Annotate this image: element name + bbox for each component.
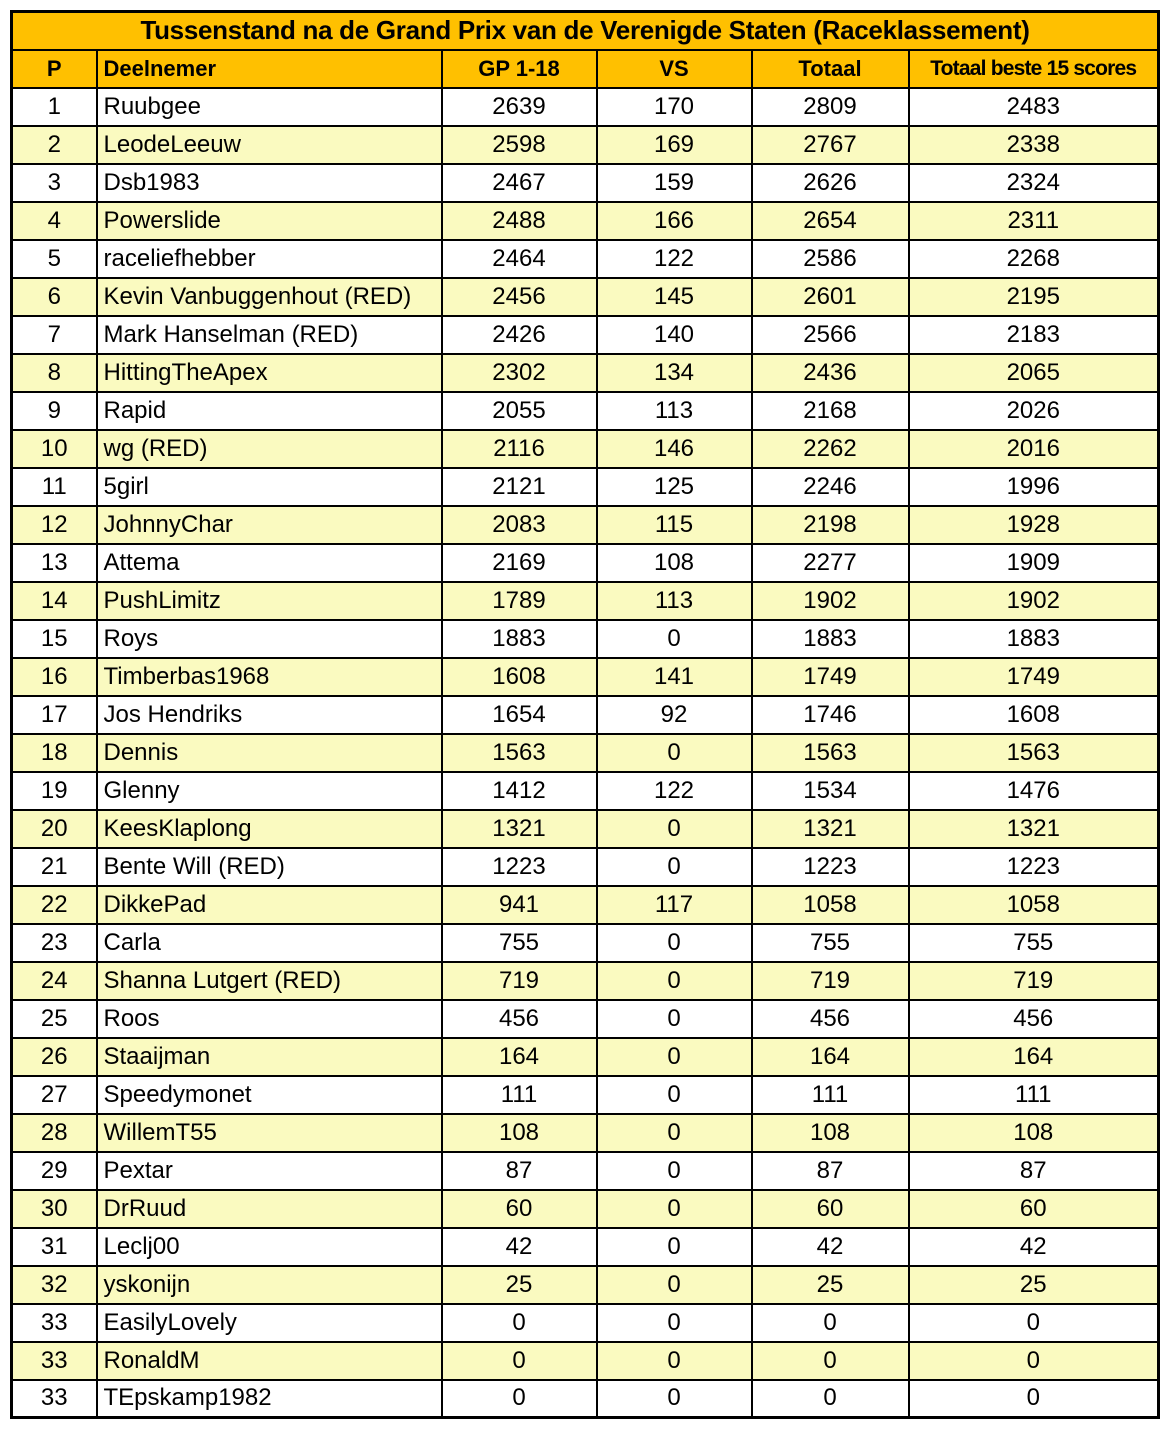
- cell-gp1-18: 2116: [442, 430, 597, 468]
- cell-position: 29: [12, 1152, 97, 1190]
- cell-vs: 0: [597, 1038, 752, 1076]
- cell-totaal: 2277: [752, 544, 909, 582]
- cell-gp1-18: 164: [442, 1038, 597, 1076]
- table-row: [12, 126, 1159, 164]
- table-row: [12, 1038, 1159, 1076]
- table-row: [12, 164, 1159, 202]
- cell-deelnemer: Dennis: [97, 734, 442, 772]
- cell-vs: 146: [597, 430, 752, 468]
- cell-totaal-beste-15: 1608: [909, 696, 1159, 734]
- cell-vs: 113: [597, 392, 752, 430]
- cell-totaal-beste-15: 1902: [909, 582, 1159, 620]
- cell-vs: 0: [597, 924, 752, 962]
- cell-deelnemer: Rapid: [97, 392, 442, 430]
- cell-totaal-beste-15: 0: [909, 1304, 1159, 1342]
- table-row: [12, 430, 1159, 468]
- cell-totaal-beste-15: 25: [909, 1266, 1159, 1304]
- cell-deelnemer: Timberbas1968: [97, 658, 442, 696]
- cell-position: 15: [12, 620, 97, 658]
- cell-totaal: 0: [752, 1304, 909, 1342]
- cell-totaal-beste-15: 42: [909, 1228, 1159, 1266]
- cell-position: 19: [12, 772, 97, 810]
- cell-totaal-beste-15: 456: [909, 1000, 1159, 1038]
- cell-totaal-beste-15: 164: [909, 1038, 1159, 1076]
- cell-totaal: 2198: [752, 506, 909, 544]
- cell-gp1-18: 1412: [442, 772, 597, 810]
- cell-position: 2: [12, 126, 97, 164]
- table-row: [12, 620, 1159, 658]
- cell-deelnemer: Dsb1983: [97, 164, 442, 202]
- cell-position: 21: [12, 848, 97, 886]
- cell-vs: 0: [597, 1190, 752, 1228]
- cell-deelnemer: Jos Hendriks: [97, 696, 442, 734]
- cell-deelnemer: raceliefhebber: [97, 240, 442, 278]
- cell-totaal: 42: [752, 1228, 909, 1266]
- cell-vs: 170: [597, 88, 752, 126]
- cell-totaal: 1749: [752, 658, 909, 696]
- cell-vs: 0: [597, 810, 752, 848]
- table-row: [12, 278, 1159, 316]
- cell-deelnemer: KeesKlaplong: [97, 810, 442, 848]
- cell-gp1-18: 2302: [442, 354, 597, 392]
- cell-gp1-18: 111: [442, 1076, 597, 1114]
- table-row: [12, 1266, 1159, 1304]
- cell-totaal-beste-15: 1749: [909, 658, 1159, 696]
- cell-vs: 113: [597, 582, 752, 620]
- cell-gp1-18: 941: [442, 886, 597, 924]
- cell-gp1-18: 2169: [442, 544, 597, 582]
- cell-totaal-beste-15: 111: [909, 1076, 1159, 1114]
- column-header-deelnemer: Deelnemer: [97, 50, 442, 88]
- cell-position: 8: [12, 354, 97, 392]
- cell-vs: 0: [597, 962, 752, 1000]
- cell-totaal: 755: [752, 924, 909, 962]
- cell-position: 1: [12, 88, 97, 126]
- cell-deelnemer: WillemT55: [97, 1114, 442, 1152]
- cell-position: 14: [12, 582, 97, 620]
- cell-totaal-beste-15: 1321: [909, 810, 1159, 848]
- cell-gp1-18: 1654: [442, 696, 597, 734]
- cell-position: 12: [12, 506, 97, 544]
- cell-totaal-beste-15: 1223: [909, 848, 1159, 886]
- cell-totaal: 0: [752, 1342, 909, 1380]
- cell-totaal-beste-15: 2324: [909, 164, 1159, 202]
- cell-deelnemer: Pextar: [97, 1152, 442, 1190]
- cell-vs: 141: [597, 658, 752, 696]
- column-header-totaal: Totaal: [752, 50, 909, 88]
- cell-deelnemer: RonaldM: [97, 1342, 442, 1380]
- cell-totaal: 108: [752, 1114, 909, 1152]
- cell-vs: 0: [597, 848, 752, 886]
- standings-table: [10, 10, 1160, 1419]
- cell-totaal: 1058: [752, 886, 909, 924]
- cell-totaal: 2626: [752, 164, 909, 202]
- cell-vs: 0: [597, 620, 752, 658]
- cell-position: 17: [12, 696, 97, 734]
- table-row: [12, 848, 1159, 886]
- cell-position: 7: [12, 316, 97, 354]
- cell-position: 20: [12, 810, 97, 848]
- cell-position: 5: [12, 240, 97, 278]
- cell-position: 23: [12, 924, 97, 962]
- cell-position: 16: [12, 658, 97, 696]
- cell-totaal: 456: [752, 1000, 909, 1038]
- cell-vs: 0: [597, 1342, 752, 1380]
- table-row: [12, 658, 1159, 696]
- cell-position: 22: [12, 886, 97, 924]
- column-header-vs: VS: [597, 50, 752, 88]
- cell-gp1-18: 2426: [442, 316, 597, 354]
- cell-deelnemer: DikkePad: [97, 886, 442, 924]
- cell-totaal-beste-15: 2065: [909, 354, 1159, 392]
- cell-position: 28: [12, 1114, 97, 1152]
- cell-vs: 140: [597, 316, 752, 354]
- cell-totaal-beste-15: 1563: [909, 734, 1159, 772]
- table-row: [12, 772, 1159, 810]
- table-row: [12, 696, 1159, 734]
- cell-totaal: 719: [752, 962, 909, 1000]
- table-row: [12, 1152, 1159, 1190]
- cell-totaal: 2601: [752, 278, 909, 316]
- cell-vs: 0: [597, 734, 752, 772]
- cell-vs: 92: [597, 696, 752, 734]
- cell-deelnemer: Powerslide: [97, 202, 442, 240]
- table-row: [12, 392, 1159, 430]
- table-row: [12, 1304, 1159, 1342]
- cell-totaal: 1563: [752, 734, 909, 772]
- cell-gp1-18: 1321: [442, 810, 597, 848]
- cell-totaal: 2809: [752, 88, 909, 126]
- cell-totaal: 1746: [752, 696, 909, 734]
- cell-deelnemer: Speedymonet: [97, 1076, 442, 1114]
- cell-totaal: 1902: [752, 582, 909, 620]
- cell-deelnemer: PushLimitz: [97, 582, 442, 620]
- cell-position: 33: [12, 1304, 97, 1342]
- cell-totaal-beste-15: 2183: [909, 316, 1159, 354]
- cell-vs: 0: [597, 1266, 752, 1304]
- cell-vs: 122: [597, 772, 752, 810]
- cell-gp1-18: 0: [442, 1342, 597, 1380]
- cell-position: 26: [12, 1038, 97, 1076]
- cell-deelnemer: Leclj00: [97, 1228, 442, 1266]
- cell-deelnemer: TEpskamp1982: [97, 1380, 442, 1418]
- cell-totaal-beste-15: 108: [909, 1114, 1159, 1152]
- cell-totaal-beste-15: 2483: [909, 88, 1159, 126]
- table-title: Tussenstand na de Grand Prix van de Verenigde Staten (Raceklassement): [12, 12, 1159, 50]
- cell-position: 11: [12, 468, 97, 506]
- cell-totaal: 2566: [752, 316, 909, 354]
- cell-deelnemer: Glenny: [97, 772, 442, 810]
- table-row: [12, 1190, 1159, 1228]
- cell-position: 18: [12, 734, 97, 772]
- cell-totaal: 2654: [752, 202, 909, 240]
- cell-totaal-beste-15: 2338: [909, 126, 1159, 164]
- cell-totaal-beste-15: 1883: [909, 620, 1159, 658]
- cell-vs: 108: [597, 544, 752, 582]
- cell-position: 31: [12, 1228, 97, 1266]
- cell-gp1-18: 108: [442, 1114, 597, 1152]
- cell-totaal: 60: [752, 1190, 909, 1228]
- cell-gp1-18: 2456: [442, 278, 597, 316]
- cell-gp1-18: 2598: [442, 126, 597, 164]
- cell-gp1-18: 1883: [442, 620, 597, 658]
- cell-totaal-beste-15: 2311: [909, 202, 1159, 240]
- cell-deelnemer: Ruubgee: [97, 88, 442, 126]
- cell-gp1-18: 42: [442, 1228, 597, 1266]
- cell-deelnemer: Attema: [97, 544, 442, 582]
- cell-deelnemer: Roys: [97, 620, 442, 658]
- cell-deelnemer: Roos: [97, 1000, 442, 1038]
- table-row: [12, 1228, 1159, 1266]
- table-row: [12, 88, 1159, 126]
- cell-totaal: 2767: [752, 126, 909, 164]
- cell-totaal-beste-15: 1476: [909, 772, 1159, 810]
- cell-gp1-18: 1789: [442, 582, 597, 620]
- cell-totaal-beste-15: 60: [909, 1190, 1159, 1228]
- cell-position: 9: [12, 392, 97, 430]
- table-row: [12, 962, 1159, 1000]
- cell-vs: 125: [597, 468, 752, 506]
- cell-totaal-beste-15: 2268: [909, 240, 1159, 278]
- cell-deelnemer: Carla: [97, 924, 442, 962]
- cell-totaal: 2586: [752, 240, 909, 278]
- cell-position: 4: [12, 202, 97, 240]
- cell-totaal-beste-15: 1058: [909, 886, 1159, 924]
- table-row: [12, 582, 1159, 620]
- cell-gp1-18: 456: [442, 1000, 597, 1038]
- cell-totaal: 164: [752, 1038, 909, 1076]
- cell-vs: 159: [597, 164, 752, 202]
- cell-totaal: 2246: [752, 468, 909, 506]
- table-row: [12, 886, 1159, 924]
- cell-totaal-beste-15: 1909: [909, 544, 1159, 582]
- cell-position: 27: [12, 1076, 97, 1114]
- table-row: [12, 924, 1159, 962]
- cell-vs: 0: [597, 1076, 752, 1114]
- cell-deelnemer: JohnnyChar: [97, 506, 442, 544]
- table-row: [12, 506, 1159, 544]
- cell-gp1-18: 2055: [442, 392, 597, 430]
- table-row: [12, 734, 1159, 772]
- cell-totaal-beste-15: 2016: [909, 430, 1159, 468]
- cell-gp1-18: 2083: [442, 506, 597, 544]
- cell-deelnemer: Mark Hanselman (RED): [97, 316, 442, 354]
- cell-vs: 169: [597, 126, 752, 164]
- cell-gp1-18: 0: [442, 1380, 597, 1418]
- cell-totaal: 87: [752, 1152, 909, 1190]
- cell-gp1-18: 2121: [442, 468, 597, 506]
- cell-vs: 0: [597, 1228, 752, 1266]
- cell-deelnemer: Kevin Vanbuggenhout (RED): [97, 278, 442, 316]
- cell-vs: 0: [597, 1114, 752, 1152]
- cell-totaal-beste-15: 719: [909, 962, 1159, 1000]
- cell-position: 3: [12, 164, 97, 202]
- cell-totaal: 111: [752, 1076, 909, 1114]
- cell-totaal-beste-15: 755: [909, 924, 1159, 962]
- cell-totaal-beste-15: 2026: [909, 392, 1159, 430]
- cell-totaal-beste-15: 1928: [909, 506, 1159, 544]
- cell-totaal: 2262: [752, 430, 909, 468]
- cell-totaal: 2168: [752, 392, 909, 430]
- table-row: [12, 1380, 1159, 1418]
- cell-totaal-beste-15: 2195: [909, 278, 1159, 316]
- standings-body: [12, 88, 1159, 1418]
- cell-deelnemer: DrRuud: [97, 1190, 442, 1228]
- cell-gp1-18: 60: [442, 1190, 597, 1228]
- cell-gp1-18: 1608: [442, 658, 597, 696]
- cell-position: 30: [12, 1190, 97, 1228]
- cell-gp1-18: 1563: [442, 734, 597, 772]
- cell-totaal-beste-15: 0: [909, 1342, 1159, 1380]
- cell-vs: 0: [597, 1304, 752, 1342]
- cell-position: 33: [12, 1342, 97, 1380]
- cell-vs: 166: [597, 202, 752, 240]
- column-header-totaal-beste-15: Totaal beste 15 scores: [909, 50, 1159, 88]
- cell-totaal: 1534: [752, 772, 909, 810]
- cell-gp1-18: 2639: [442, 88, 597, 126]
- cell-position: 13: [12, 544, 97, 582]
- cell-vs: 117: [597, 886, 752, 924]
- table-row: [12, 468, 1159, 506]
- cell-gp1-18: 2467: [442, 164, 597, 202]
- table-row: [12, 354, 1159, 392]
- cell-deelnemer: Bente Will (RED): [97, 848, 442, 886]
- table-row: [12, 810, 1159, 848]
- cell-totaal: 1321: [752, 810, 909, 848]
- table-row: [12, 240, 1159, 278]
- table-row: [12, 1114, 1159, 1152]
- column-header-position: P: [12, 50, 97, 88]
- cell-position: 6: [12, 278, 97, 316]
- cell-vs: 115: [597, 506, 752, 544]
- cell-totaal-beste-15: 1996: [909, 468, 1159, 506]
- cell-vs: 145: [597, 278, 752, 316]
- cell-gp1-18: 25: [442, 1266, 597, 1304]
- cell-position: 25: [12, 1000, 97, 1038]
- cell-gp1-18: 719: [442, 962, 597, 1000]
- column-header-gp1-18: GP 1-18: [442, 50, 597, 88]
- cell-deelnemer: wg (RED): [97, 430, 442, 468]
- cell-gp1-18: 87: [442, 1152, 597, 1190]
- cell-totaal: 1883: [752, 620, 909, 658]
- cell-position: 32: [12, 1266, 97, 1304]
- table-row: [12, 316, 1159, 354]
- table-row: [12, 544, 1159, 582]
- cell-deelnemer: yskonijn: [97, 1266, 442, 1304]
- cell-vs: 0: [597, 1152, 752, 1190]
- header-row: [12, 50, 1159, 88]
- cell-gp1-18: 755: [442, 924, 597, 962]
- cell-gp1-18: 2464: [442, 240, 597, 278]
- cell-totaal: 0: [752, 1380, 909, 1418]
- table-row: [12, 1076, 1159, 1114]
- cell-gp1-18: 0: [442, 1304, 597, 1342]
- cell-deelnemer: 5girl: [97, 468, 442, 506]
- cell-vs: 122: [597, 240, 752, 278]
- cell-deelnemer: Shanna Lutgert (RED): [97, 962, 442, 1000]
- table-row: [12, 1342, 1159, 1380]
- title-row: [12, 12, 1159, 50]
- cell-deelnemer: HittingTheApex: [97, 354, 442, 392]
- cell-totaal: 25: [752, 1266, 909, 1304]
- cell-vs: 0: [597, 1000, 752, 1038]
- cell-totaal-beste-15: 87: [909, 1152, 1159, 1190]
- cell-totaal: 2436: [752, 354, 909, 392]
- table-row: [12, 1000, 1159, 1038]
- cell-position: 24: [12, 962, 97, 1000]
- cell-totaal: 1223: [752, 848, 909, 886]
- cell-gp1-18: 1223: [442, 848, 597, 886]
- cell-gp1-18: 2488: [442, 202, 597, 240]
- cell-position: 33: [12, 1380, 97, 1418]
- cell-totaal-beste-15: 0: [909, 1380, 1159, 1418]
- cell-deelnemer: LeodeLeeuw: [97, 126, 442, 164]
- cell-position: 10: [12, 430, 97, 468]
- cell-deelnemer: Staaijman: [97, 1038, 442, 1076]
- cell-deelnemer: EasilyLovely: [97, 1304, 442, 1342]
- cell-vs: 0: [597, 1380, 752, 1418]
- table-row: [12, 202, 1159, 240]
- cell-vs: 134: [597, 354, 752, 392]
